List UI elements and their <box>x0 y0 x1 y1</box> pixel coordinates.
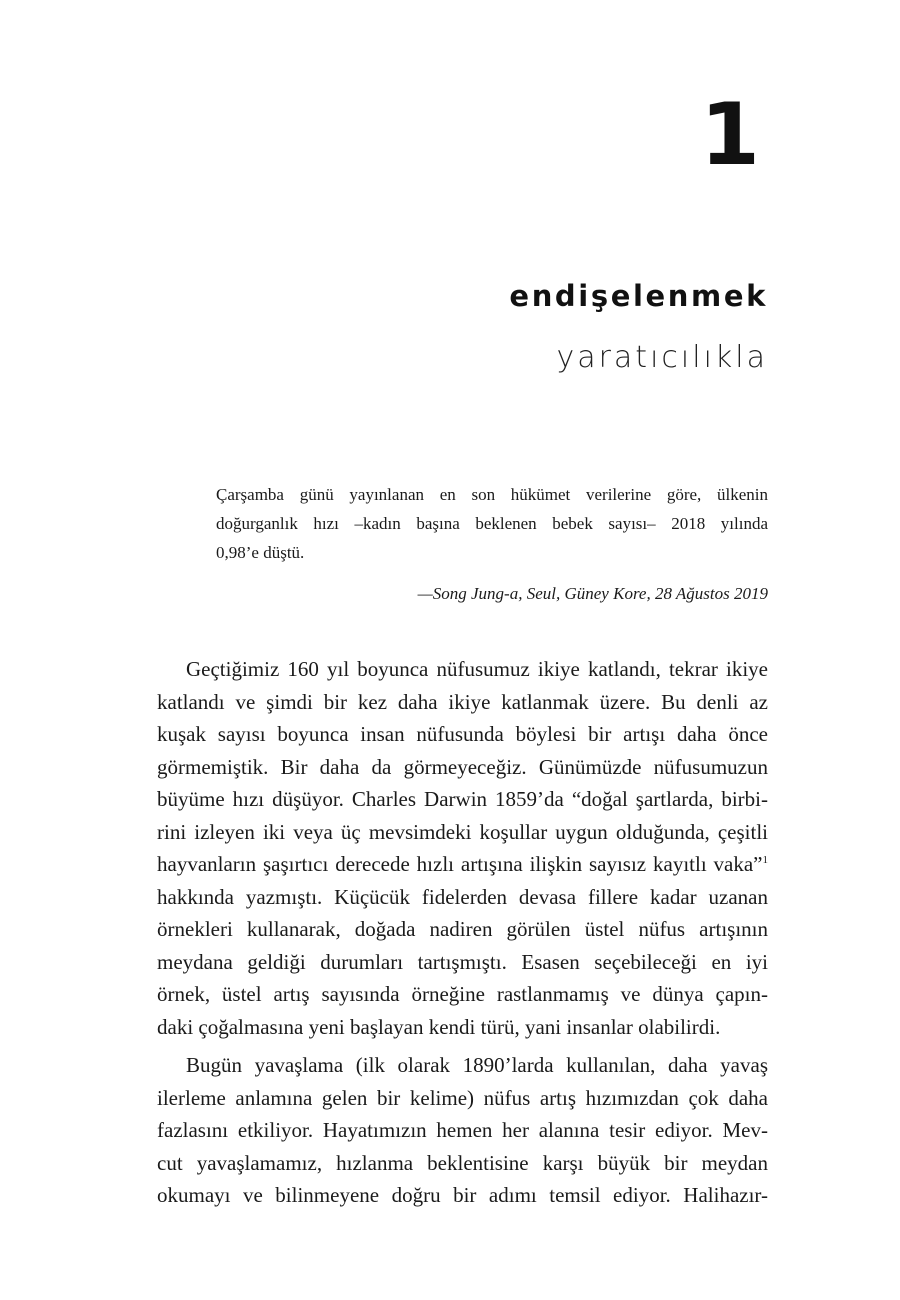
text-line: daki çoğalmasına yeni başlayan kendi türü, yani insanlar olabilirdi. <box>157 1014 721 1039</box>
text-line: örnekleri kullanarak, doğada nadiren görülen üstel nüfus artışının <box>157 917 768 941</box>
body-text <box>157 653 768 1212</box>
epigraph-line: 0,98’e düştü. <box>216 543 305 562</box>
chapter-number: 1 <box>700 85 760 185</box>
paragraph <box>157 653 768 1043</box>
text-line: kuşak sayısı boyunca insan nüfusunda böylesi bir artışı daha önce <box>157 722 768 746</box>
paragraph <box>157 1049 768 1212</box>
footnote-ref[interactable]: 1 <box>762 854 768 866</box>
text-line: cut yavaşlamamız, hızlanma beklentisine karşı büyük bir meydan <box>157 1150 768 1175</box>
chapter-title: endişelenmek <box>509 279 768 313</box>
text-line: katlandı ve şimdi bir kez daha ikiye katlanmak üzere. Bu denli az <box>157 689 768 714</box>
text-line: fazlasını etkiliyor. Hayatımızın hemen her alanına tesir ediyor. Mev- <box>157 1118 768 1142</box>
text-line: örnek, üstel artış sayısında örneğine rastlanmamış ve dünya çapın- <box>157 982 768 1006</box>
text-line: hakkında yazmıştı. Küçücük fidelerden devasa fillere kadar uzanan <box>157 884 768 909</box>
text-line: meydana geldiği durumları tartışmıştı. Esasen seçebileceği en iyi <box>157 949 768 974</box>
epigraph-source: —Song Jung-a, Seul, Güney Kore, 28 Ağustos 2019 <box>417 584 768 603</box>
text-line <box>157 848 768 881</box>
text-line: rini izleyen iki veya üç mevsimdeki koşullar uygun olduğunda, çeşitli <box>157 819 768 844</box>
text-line-content: hayvanların şaşırtıcı derecede hızlı artışına ilişkin sayısız kayıtlı vaka” <box>157 852 763 876</box>
text-line: ilerleme anlamına gelen bir kelime) nüfus artış hızımızdan çok daha <box>157 1085 768 1110</box>
text-line: büyüme hızı düşüyor. Charles Darwin 1859’da “doğal şartlarda, birbi- <box>157 787 768 811</box>
text-line: Bugün yavaşlama (ilk olarak 1890’larda kullanılan, daha yavaş <box>186 1053 768 1077</box>
epigraph-line: Çarşamba günü yayınlanan en son hükümet verilerine göre, ülkenin <box>216 485 768 504</box>
epigraph-quote <box>216 480 768 567</box>
text-line: okumayı ve bilinmeyene doğru bir adımı temsil ediyor. Halihazır- <box>157 1183 768 1207</box>
text-line: görmemiştik. Bir daha da görmeyeceğiz. Günümüzde nüfusumuzun <box>157 754 768 779</box>
text-line: Geçtiğimiz 160 yıl boyunca nüfusumuz ikiye katlandı, tekrar ikiye <box>186 657 768 681</box>
chapter-subtitle: yaratıcılıkla <box>556 340 768 375</box>
epigraph-line: doğurganlık hızı –kadın başına beklenen bebek sayısı– 2018 yılında <box>216 514 768 533</box>
